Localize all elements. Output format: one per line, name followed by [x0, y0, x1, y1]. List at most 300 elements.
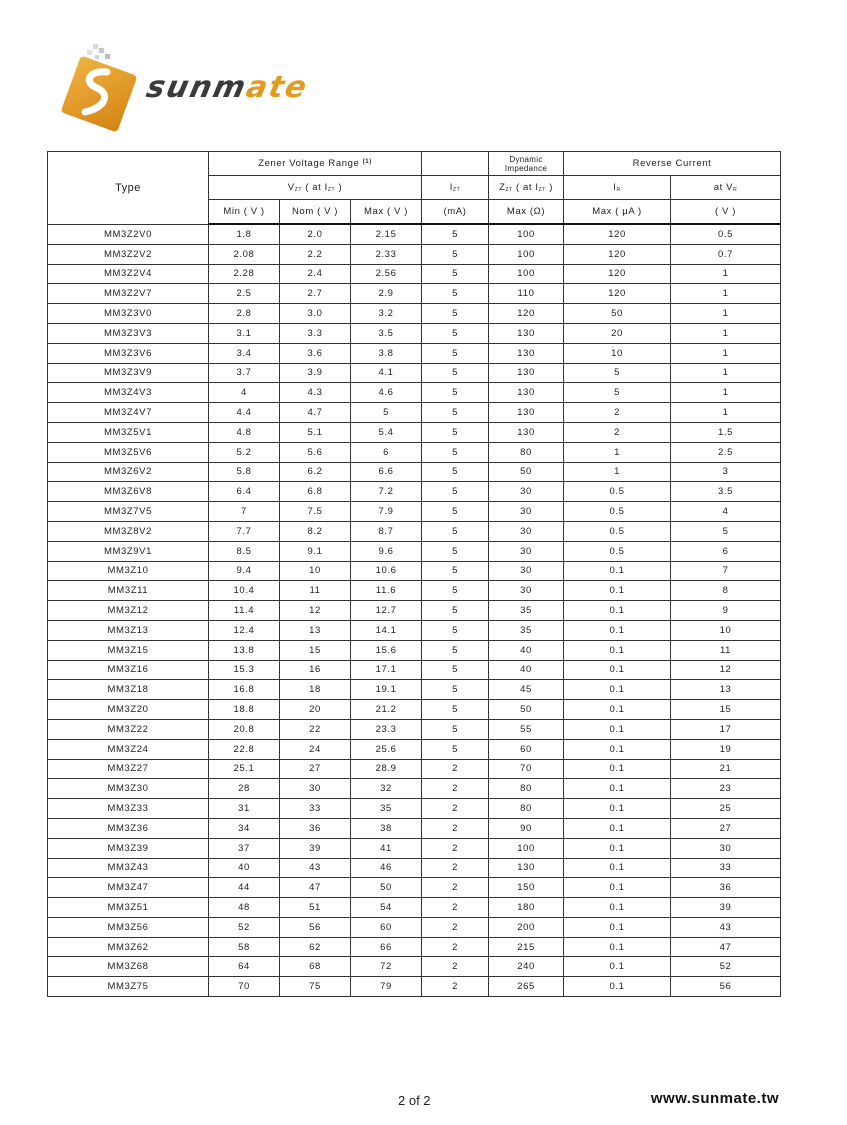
reverse-current-header: Reverse Current: [564, 152, 781, 176]
cell-min-v: 10.4: [209, 581, 280, 601]
cell-at-vr: 17: [671, 719, 781, 739]
cell-min-v: 20.8: [209, 719, 280, 739]
table-row: [48, 719, 781, 739]
table-row: [48, 917, 781, 937]
cell-nom-v: 22: [280, 719, 351, 739]
cell-ir-max: 0.1: [564, 561, 671, 581]
cell-zzt-max: 130: [489, 363, 564, 383]
cell-nom-v: 20: [280, 700, 351, 720]
cell-max-v: 7.9: [351, 502, 422, 522]
cell-min-v: 1.8: [209, 224, 280, 244]
cell-izt-ma: 5: [422, 462, 489, 482]
cell-ir-max: 20: [564, 323, 671, 343]
cell-ir-max: 0.1: [564, 660, 671, 680]
cell-nom-v: 62: [280, 937, 351, 957]
cell-max-v: 4.6: [351, 383, 422, 403]
cell-at-vr: 1: [671, 323, 781, 343]
cell-ir-max: 0.5: [564, 541, 671, 561]
cell-zzt-max: 100: [489, 838, 564, 858]
cell-min-v: 37: [209, 838, 280, 858]
table-row: [48, 343, 781, 363]
company-logo: [55, 42, 325, 132]
cell-type: MM3Z16: [48, 660, 209, 680]
cell-nom-v: 3.9: [280, 363, 351, 383]
table-row: [48, 403, 781, 423]
cell-nom-v: 7.5: [280, 502, 351, 522]
cell-zzt-max: 100: [489, 244, 564, 264]
cell-zzt-max: 80: [489, 442, 564, 462]
cell-nom-v: 75: [280, 977, 351, 997]
cell-ir-max: 0.1: [564, 779, 671, 799]
vzt-header: $V_{ZT}$ ( at $I_{ZT}$ ): [209, 176, 422, 200]
cell-zzt-max: 130: [489, 383, 564, 403]
cell-ir-max: 1: [564, 462, 671, 482]
cell-type: MM3Z56: [48, 917, 209, 937]
cell-at-vr: 43: [671, 917, 781, 937]
cell-ir-max: 0.5: [564, 521, 671, 541]
cell-nom-v: 24: [280, 739, 351, 759]
zener-voltage-range-header: Zener Voltage Range $^{(1)}$: [209, 152, 422, 176]
zzt-header: $Z_{ZT}$ ( at $I_{ZT}$ ): [489, 176, 564, 200]
cell-ir-max: 5: [564, 363, 671, 383]
cell-izt-ma: 5: [422, 502, 489, 522]
cell-min-v: 7.7: [209, 521, 280, 541]
cell-at-vr: 47: [671, 937, 781, 957]
table-row: [48, 660, 781, 680]
cell-max-v: 72: [351, 957, 422, 977]
cell-min-v: 3.1: [209, 323, 280, 343]
cell-max-v: 32: [351, 779, 422, 799]
cell-type: MM3Z18: [48, 680, 209, 700]
cell-at-vr: 21: [671, 759, 781, 779]
cell-type: MM3Z15: [48, 640, 209, 660]
cell-at-vr: 15: [671, 700, 781, 720]
cell-min-v: 15.3: [209, 660, 280, 680]
cell-at-vr: 19: [671, 739, 781, 759]
cell-zzt-max: 35: [489, 620, 564, 640]
cell-type: MM3Z36: [48, 818, 209, 838]
cell-at-vr: 30: [671, 838, 781, 858]
cell-max-v: 60: [351, 917, 422, 937]
cell-at-vr: 7: [671, 561, 781, 581]
cell-type: MM3Z39: [48, 838, 209, 858]
cell-min-v: 2.28: [209, 264, 280, 284]
cell-min-v: 4.4: [209, 403, 280, 423]
cell-izt-ma: 5: [422, 442, 489, 462]
cell-nom-v: 27: [280, 759, 351, 779]
cell-izt-ma: 5: [422, 343, 489, 363]
cell-zzt-max: 45: [489, 680, 564, 700]
table-row: [48, 640, 781, 660]
cell-at-vr: 27: [671, 818, 781, 838]
cell-izt-ma: 5: [422, 739, 489, 759]
cell-at-vr: 11: [671, 640, 781, 660]
cell-max-v: 11.6: [351, 581, 422, 601]
cell-min-v: 5.8: [209, 462, 280, 482]
spec-table-body: [48, 224, 781, 997]
cell-max-v: 79: [351, 977, 422, 997]
cell-min-v: 28: [209, 779, 280, 799]
cell-izt-ma: 5: [422, 541, 489, 561]
cell-zzt-max: 130: [489, 403, 564, 423]
cell-max-v: 46: [351, 858, 422, 878]
cell-zzt-max: 130: [489, 323, 564, 343]
cell-max-v: 35: [351, 799, 422, 819]
cell-ir-max: 0.1: [564, 739, 671, 759]
cell-max-v: 6: [351, 442, 422, 462]
cell-type: MM3Z47: [48, 878, 209, 898]
table-row: [48, 541, 781, 561]
table-row: [48, 462, 781, 482]
cell-izt-ma: 2: [422, 957, 489, 977]
cell-ir-max: 120: [564, 244, 671, 264]
cell-type: MM3Z30: [48, 779, 209, 799]
cell-nom-v: 4.7: [280, 403, 351, 423]
cell-nom-v: 30: [280, 779, 351, 799]
table-row: [48, 581, 781, 601]
cell-type: MM3Z20: [48, 700, 209, 720]
cell-izt-ma: 5: [422, 403, 489, 423]
cell-nom-v: 8.2: [280, 521, 351, 541]
cell-ir-max: 0.1: [564, 601, 671, 621]
cell-ir-max: 0.1: [564, 858, 671, 878]
cell-max-v: 3.5: [351, 323, 422, 343]
cell-izt-ma: 5: [422, 561, 489, 581]
cell-at-vr: 1: [671, 284, 781, 304]
cell-type: MM3Z75: [48, 977, 209, 997]
cell-zzt-max: 240: [489, 957, 564, 977]
cell-min-v: 64: [209, 957, 280, 977]
cell-at-vr: 13: [671, 680, 781, 700]
cell-at-vr: 36: [671, 878, 781, 898]
cell-at-vr: 4: [671, 502, 781, 522]
cell-ir-max: 120: [564, 264, 671, 284]
cell-type: MM3Z5V1: [48, 422, 209, 442]
table-row: [48, 898, 781, 918]
cell-at-vr: 1: [671, 403, 781, 423]
cell-zzt-max: 130: [489, 422, 564, 442]
cell-max-v: 7.2: [351, 482, 422, 502]
cell-ir-max: 0.5: [564, 502, 671, 522]
cell-izt-ma: 5: [422, 363, 489, 383]
cell-izt-ma: 5: [422, 521, 489, 541]
cell-type: MM3Z4V7: [48, 403, 209, 423]
cell-nom-v: 3.6: [280, 343, 351, 363]
cell-min-v: 22.8: [209, 739, 280, 759]
table-row: [48, 482, 781, 502]
cell-min-v: 18.8: [209, 700, 280, 720]
cell-izt-ma: 5: [422, 224, 489, 244]
cell-at-vr: 23: [671, 779, 781, 799]
cell-ir-max: 0.1: [564, 957, 671, 977]
cell-izt-ma: 2: [422, 858, 489, 878]
cell-min-v: 13.8: [209, 640, 280, 660]
table-row: [48, 244, 781, 264]
cell-zzt-max: 120: [489, 304, 564, 324]
cell-izt-ma: 5: [422, 284, 489, 304]
cell-at-vr: 1: [671, 383, 781, 403]
cell-zzt-max: 100: [489, 224, 564, 244]
cell-type: MM3Z4V3: [48, 383, 209, 403]
cell-min-v: 2.8: [209, 304, 280, 324]
cell-min-v: 2.08: [209, 244, 280, 264]
cell-nom-v: 43: [280, 858, 351, 878]
cell-type: MM3Z68: [48, 957, 209, 977]
cell-nom-v: 13: [280, 620, 351, 640]
cell-ir-max: 0.1: [564, 917, 671, 937]
cell-izt-ma: 2: [422, 898, 489, 918]
cell-zzt-max: 60: [489, 739, 564, 759]
cell-at-vr: 33: [671, 858, 781, 878]
cell-max-v: 38: [351, 818, 422, 838]
cell-min-v: 70: [209, 977, 280, 997]
cell-izt-ma: 5: [422, 482, 489, 502]
cell-zzt-max: 30: [489, 482, 564, 502]
cell-max-v: 2.15: [351, 224, 422, 244]
cell-type: MM3Z24: [48, 739, 209, 759]
cell-type: MM3Z6V8: [48, 482, 209, 502]
cell-min-v: 6.4: [209, 482, 280, 502]
cell-at-vr: 9: [671, 601, 781, 621]
cell-izt-ma: 2: [422, 937, 489, 957]
cell-min-v: 44: [209, 878, 280, 898]
cell-nom-v: 10: [280, 561, 351, 581]
cell-type: MM3Z11: [48, 581, 209, 601]
cell-izt-ma: 5: [422, 601, 489, 621]
cell-at-vr: 1: [671, 304, 781, 324]
cell-max-v: 6.6: [351, 462, 422, 482]
table-row: [48, 838, 781, 858]
cell-zzt-max: 130: [489, 343, 564, 363]
cell-ir-max: 0.1: [564, 977, 671, 997]
table-row: [48, 363, 781, 383]
cell-nom-v: 68: [280, 957, 351, 977]
cell-min-v: 34: [209, 818, 280, 838]
cell-max-v: 2.56: [351, 264, 422, 284]
type-header: Type: [48, 152, 209, 225]
cell-at-vr: 3.5: [671, 482, 781, 502]
cell-at-vr: 12: [671, 660, 781, 680]
cell-at-vr: 0.5: [671, 224, 781, 244]
cell-izt-ma: 5: [422, 581, 489, 601]
cell-ir-max: 120: [564, 224, 671, 244]
cell-nom-v: 6.2: [280, 462, 351, 482]
cell-zzt-max: 130: [489, 858, 564, 878]
cell-type: MM3Z10: [48, 561, 209, 581]
dynamic-impedance-header: Dynamic Impedance: [489, 152, 564, 176]
cell-min-v: 48: [209, 898, 280, 918]
cell-zzt-max: 80: [489, 779, 564, 799]
cell-nom-v: 3.3: [280, 323, 351, 343]
cell-at-vr: 25: [671, 799, 781, 819]
cell-max-v: 54: [351, 898, 422, 918]
cell-max-v: 17.1: [351, 660, 422, 680]
cell-min-v: 2.5: [209, 284, 280, 304]
cell-at-vr: 1: [671, 264, 781, 284]
cell-zzt-max: 30: [489, 541, 564, 561]
table-row: [48, 878, 781, 898]
cell-zzt-max: 80: [489, 799, 564, 819]
cell-type: MM3Z9V1: [48, 541, 209, 561]
cell-nom-v: 2.7: [280, 284, 351, 304]
cell-min-v: 4.8: [209, 422, 280, 442]
cell-zzt-max: 40: [489, 660, 564, 680]
cell-izt-ma: 5: [422, 719, 489, 739]
cell-izt-ma: 5: [422, 680, 489, 700]
table-row: [48, 818, 781, 838]
cell-izt-ma: 2: [422, 799, 489, 819]
cell-nom-v: 4.3: [280, 383, 351, 403]
cell-ir-max: 2: [564, 422, 671, 442]
table-row: [48, 620, 781, 640]
ir-header: $I_R$: [564, 176, 671, 200]
table-row: [48, 759, 781, 779]
table-row: [48, 502, 781, 522]
cell-izt-ma: 2: [422, 878, 489, 898]
cell-max-v: 3.8: [351, 343, 422, 363]
cell-izt-ma: 2: [422, 917, 489, 937]
cell-izt-ma: 5: [422, 383, 489, 403]
cell-zzt-max: 215: [489, 937, 564, 957]
cell-max-v: 25.6: [351, 739, 422, 759]
cell-type: MM3Z27: [48, 759, 209, 779]
cell-nom-v: 15: [280, 640, 351, 660]
cell-type: MM3Z2V7: [48, 284, 209, 304]
cell-izt-ma: 5: [422, 244, 489, 264]
cell-izt-ma: 5: [422, 323, 489, 343]
cell-type: MM3Z33: [48, 799, 209, 819]
cell-ir-max: 0.1: [564, 620, 671, 640]
cell-ir-max: 0.1: [564, 799, 671, 819]
cell-type: MM3Z43: [48, 858, 209, 878]
cell-max-v: 10.6: [351, 561, 422, 581]
cell-izt-ma: 5: [422, 640, 489, 660]
cell-min-v: 4: [209, 383, 280, 403]
cell-nom-v: 33: [280, 799, 351, 819]
cell-nom-v: 6.8: [280, 482, 351, 502]
cell-zzt-max: 50: [489, 700, 564, 720]
v-unit-header: ( V ): [671, 200, 781, 225]
table-row: [48, 601, 781, 621]
cell-izt-ma: 5: [422, 700, 489, 720]
cell-zzt-max: 200: [489, 917, 564, 937]
cell-nom-v: 39: [280, 838, 351, 858]
cell-at-vr: 10: [671, 620, 781, 640]
cell-max-v: 66: [351, 937, 422, 957]
cell-min-v: 16.8: [209, 680, 280, 700]
cell-max-v: 15.6: [351, 640, 422, 660]
cell-ir-max: 5: [564, 383, 671, 403]
cell-nom-v: 47: [280, 878, 351, 898]
cell-at-vr: 3: [671, 462, 781, 482]
cell-at-vr: 56: [671, 977, 781, 997]
cell-ir-max: 0.1: [564, 878, 671, 898]
cell-min-v: 31: [209, 799, 280, 819]
cell-izt-ma: 5: [422, 264, 489, 284]
cell-nom-v: 9.1: [280, 541, 351, 561]
cell-min-v: 25.1: [209, 759, 280, 779]
cell-ir-max: 0.1: [564, 759, 671, 779]
table-row: [48, 422, 781, 442]
cell-type: MM3Z3V6: [48, 343, 209, 363]
cell-max-v: 3.2: [351, 304, 422, 324]
cell-max-v: 21.2: [351, 700, 422, 720]
min-v-header: Min ( V ): [209, 200, 280, 225]
cell-min-v: 3.7: [209, 363, 280, 383]
cell-nom-v: 2.0: [280, 224, 351, 244]
cell-at-vr: 1: [671, 363, 781, 383]
table-row: [48, 383, 781, 403]
cell-zzt-max: 30: [489, 521, 564, 541]
table-row: [48, 323, 781, 343]
cell-izt-ma: 5: [422, 304, 489, 324]
cell-nom-v: 2.2: [280, 244, 351, 264]
cell-zzt-max: 100: [489, 264, 564, 284]
cell-max-v: 23.3: [351, 719, 422, 739]
cell-zzt-max: 50: [489, 462, 564, 482]
cell-at-vr: 8: [671, 581, 781, 601]
cell-type: MM3Z62: [48, 937, 209, 957]
cell-ir-max: 0.1: [564, 700, 671, 720]
ma-unit-header: (mA): [422, 200, 489, 225]
cell-type: MM3Z8V2: [48, 521, 209, 541]
cell-ir-max: 0.1: [564, 838, 671, 858]
cell-max-v: 5: [351, 403, 422, 423]
cell-type: MM3Z2V0: [48, 224, 209, 244]
cell-zzt-max: 70: [489, 759, 564, 779]
cell-max-v: 12.7: [351, 601, 422, 621]
cell-at-vr: 39: [671, 898, 781, 918]
cell-ir-max: 1: [564, 442, 671, 462]
cell-zzt-max: 150: [489, 878, 564, 898]
cell-zzt-max: 30: [489, 561, 564, 581]
table-row: [48, 680, 781, 700]
cell-zzt-max: 90: [489, 818, 564, 838]
cell-min-v: 5.2: [209, 442, 280, 462]
table-row: [48, 304, 781, 324]
cell-type: MM3Z22: [48, 719, 209, 739]
cell-min-v: 12.4: [209, 620, 280, 640]
cell-zzt-max: 55: [489, 719, 564, 739]
cell-min-v: 9.4: [209, 561, 280, 581]
table-row: [48, 957, 781, 977]
cell-zzt-max: 265: [489, 977, 564, 997]
cell-zzt-max: 180: [489, 898, 564, 918]
cell-at-vr: 5: [671, 521, 781, 541]
cell-izt-ma: 2: [422, 779, 489, 799]
table-row: [48, 700, 781, 720]
page-number: 2 of 2: [398, 1093, 431, 1108]
cell-ir-max: 50: [564, 304, 671, 324]
cell-izt-ma: 2: [422, 838, 489, 858]
cell-type: MM3Z7V5: [48, 502, 209, 522]
cell-ir-max: 0.1: [564, 937, 671, 957]
cell-nom-v: 5.1: [280, 422, 351, 442]
cell-nom-v: 11: [280, 581, 351, 601]
cell-max-v: 8.7: [351, 521, 422, 541]
table-row: [48, 779, 781, 799]
cell-izt-ma: 2: [422, 818, 489, 838]
cell-nom-v: 36: [280, 818, 351, 838]
cell-izt-ma: 2: [422, 977, 489, 997]
cell-min-v: 58: [209, 937, 280, 957]
cell-max-v: 19.1: [351, 680, 422, 700]
cell-min-v: 8.5: [209, 541, 280, 561]
cell-at-vr: 1.5: [671, 422, 781, 442]
cell-type: MM3Z6V2: [48, 462, 209, 482]
table-row: [48, 442, 781, 462]
cell-type: MM3Z13: [48, 620, 209, 640]
